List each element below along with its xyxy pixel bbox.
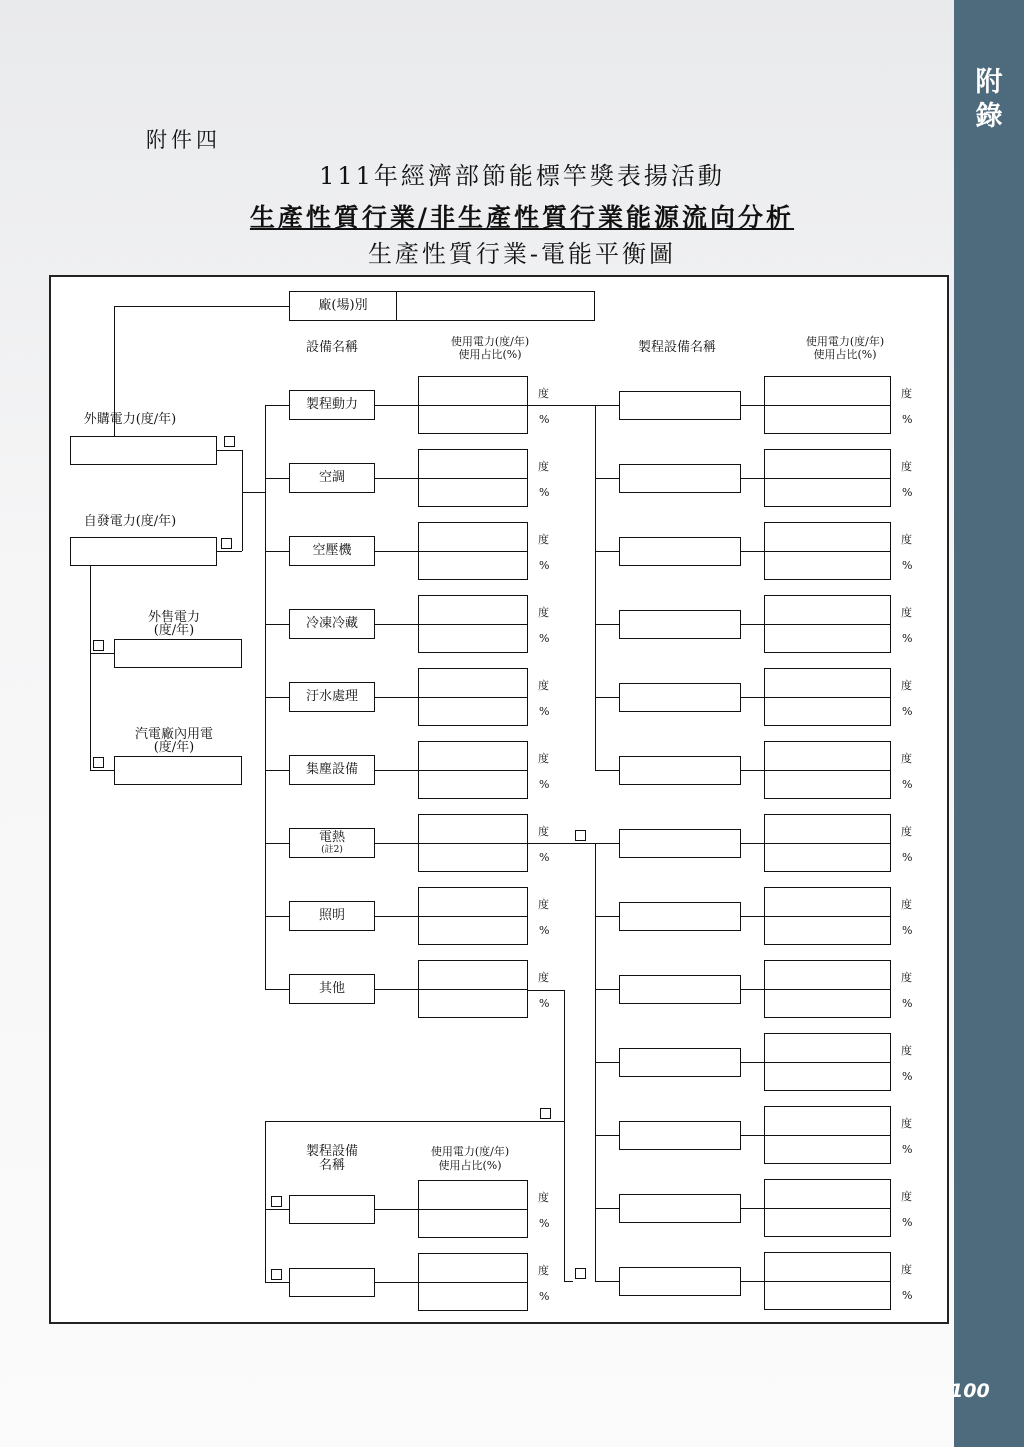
process-equipment-input[interactable]	[619, 1121, 741, 1150]
equipment-box	[289, 463, 375, 493]
connector-to-bus	[242, 492, 265, 493]
connector-equipment	[265, 551, 289, 552]
unit-kwh: 度	[901, 1044, 912, 1057]
unit-pct: %	[539, 486, 550, 499]
connector-equipment-value	[375, 551, 419, 552]
equipment-usage-input[interactable]	[418, 668, 528, 726]
other-branch-checkbox[interactable]	[540, 1108, 551, 1119]
connector-other-end	[564, 1281, 573, 1282]
process-usage-input[interactable]	[764, 1106, 891, 1164]
unit-kwh: 度	[901, 387, 912, 400]
connector-process-value	[741, 1062, 765, 1063]
connector-process-value	[741, 1281, 765, 1282]
equipment-box	[289, 390, 375, 420]
connector-process	[595, 1281, 619, 1282]
unit-pct: %	[902, 997, 913, 1010]
process-usage-input[interactable]	[764, 1179, 891, 1237]
process-equipment-input[interactable]	[619, 756, 741, 785]
connector-equipment-value	[375, 916, 419, 917]
connector-process	[595, 478, 619, 479]
connector-equipment	[265, 478, 289, 479]
connector-other-down	[564, 990, 565, 1282]
process-equipment-input[interactable]	[619, 464, 741, 493]
unit-pct: %	[539, 413, 550, 426]
equipment-usage-input[interactable]	[418, 595, 528, 653]
equipment-name: 電熱	[318, 830, 345, 845]
connector-equipment-value	[375, 989, 419, 990]
header-process-usage-line1: 使用電力(度/年)	[805, 335, 885, 348]
unit-pct: %	[902, 1070, 913, 1083]
connector-process-value	[741, 405, 765, 406]
unit-kwh: 度	[538, 606, 549, 619]
header-equipment-name: 設備名稱	[305, 340, 358, 355]
process-equipment-input[interactable]	[619, 902, 741, 931]
connector-equipment	[265, 624, 289, 625]
unit-kwh: 度	[538, 1264, 549, 1277]
bottom-checkbox[interactable]	[271, 1269, 282, 1280]
connector-equipment-value	[375, 697, 419, 698]
unit-pct: %	[902, 851, 913, 864]
connector-process-lower	[573, 843, 595, 844]
process-equipment-input[interactable]	[619, 829, 741, 858]
connector-bottom	[265, 1282, 289, 1283]
connector-process-value	[741, 1208, 765, 1209]
process-equipment-input[interactable]	[619, 537, 741, 566]
header-usage-line1: 使用電力(度/年)	[450, 335, 530, 348]
connector-heat	[528, 843, 573, 844]
page-number: 100	[950, 1380, 990, 1402]
purchased-power-label: 外購電力(度/年)	[83, 412, 177, 427]
header-process-usage-line2: 使用占比(%)	[813, 348, 877, 361]
connector-process	[595, 697, 619, 698]
unit-kwh: 度	[901, 1117, 912, 1130]
equipment-usage-input[interactable]	[418, 887, 528, 945]
unit-pct: %	[539, 559, 550, 572]
equipment-box	[289, 901, 375, 931]
sold-power-label-1: 外售電力	[147, 610, 200, 625]
title-event: 111年經濟部節能標竿獎表揚活動	[319, 162, 725, 190]
connector-bottom-branch	[265, 1121, 564, 1122]
connector-process-value	[741, 697, 765, 698]
connector-bottom-value	[375, 1282, 419, 1283]
connector-self	[217, 551, 242, 552]
connector-equipment	[265, 916, 289, 917]
process-equipment-input[interactable]	[619, 1048, 741, 1077]
connector-merge	[242, 450, 243, 551]
equipment-name: 空調	[318, 470, 345, 485]
connector-equipment	[265, 770, 289, 771]
unit-kwh: 度	[901, 533, 912, 546]
connector-equipment-value	[375, 770, 419, 771]
connector-equipment	[265, 843, 289, 844]
unit-pct: %	[902, 559, 913, 572]
connector-process-upper	[528, 405, 595, 406]
unit-pct: %	[539, 1217, 550, 1230]
connector-equipment	[265, 989, 289, 990]
connector-process	[595, 916, 619, 917]
connector-other	[528, 990, 564, 991]
unit-kwh: 度	[538, 1191, 549, 1204]
unit-pct: %	[902, 413, 913, 426]
connector-process	[595, 843, 619, 844]
connector-process	[595, 1062, 619, 1063]
equipment-name: 製程動力	[305, 397, 358, 412]
bottom-process-input[interactable]	[289, 1268, 375, 1297]
cogen-power-label-1: 汽電廠內用電	[134, 727, 213, 742]
connector-bottom	[265, 1209, 289, 1210]
process-equipment-input[interactable]	[619, 1267, 741, 1296]
bottom-checkbox[interactable]	[271, 1196, 282, 1207]
sidebar-label: 附錄	[975, 67, 1003, 132]
self-generated-power-checkbox[interactable]	[221, 538, 232, 549]
unit-kwh: 度	[538, 752, 549, 765]
process-usage-input[interactable]	[764, 960, 891, 1018]
equipment-name: 空壓機	[312, 543, 352, 558]
process-usage-input[interactable]	[764, 522, 891, 580]
unit-kwh: 度	[538, 971, 549, 984]
equipment-box	[289, 974, 375, 1004]
connector-process	[595, 405, 619, 406]
self-generated-power-input[interactable]	[70, 537, 217, 566]
unit-pct: %	[902, 1143, 913, 1156]
connector-process-value	[741, 478, 765, 479]
purchased-power-input[interactable]	[70, 436, 217, 465]
sold-power-input[interactable]	[114, 639, 242, 668]
unit-pct: %	[539, 705, 550, 718]
unit-pct: %	[902, 1216, 913, 1229]
unit-pct: %	[902, 632, 913, 645]
unit-pct: %	[539, 632, 550, 645]
header-process-equipment-name: 製程設備名稱	[637, 340, 716, 355]
title-diagram: 生產性質行業-電能平衡圖	[367, 240, 677, 268]
header-usage-line2: 使用占比(%)	[458, 348, 522, 361]
equipment-box	[289, 755, 375, 785]
equipment-name: 集塵設備	[305, 762, 358, 777]
connector-process	[595, 1135, 619, 1136]
unit-pct: %	[902, 924, 913, 937]
process-equipment-input[interactable]	[619, 975, 741, 1004]
process-usage-input[interactable]	[764, 887, 891, 945]
unit-pct: %	[902, 778, 913, 791]
connector-process-value	[741, 843, 765, 844]
unit-pct: %	[539, 851, 550, 864]
unit-pct: %	[539, 1290, 550, 1303]
connector-process-value	[741, 916, 765, 917]
factory-label: 廠(場)別	[318, 298, 368, 313]
equipment-box	[289, 609, 375, 639]
process-bus-upper	[595, 405, 596, 771]
process-usage-input[interactable]	[764, 814, 891, 872]
title-analysis: 生產性質行業/非生產性質行業能源流向分析	[249, 203, 795, 232]
bottom-bus	[265, 1121, 266, 1282]
unit-kwh: 度	[901, 752, 912, 765]
unit-pct: %	[539, 778, 550, 791]
process-usage-input[interactable]	[764, 1033, 891, 1091]
purchased-power-checkbox[interactable]	[224, 436, 235, 447]
unit-kwh: 度	[538, 898, 549, 911]
heat-checkbox[interactable]	[575, 830, 586, 841]
unit-kwh: 度	[901, 679, 912, 692]
connector-process-value	[741, 989, 765, 990]
connector-process-value	[741, 770, 765, 771]
equipment-usage-input[interactable]	[418, 814, 528, 872]
connector-equipment-value	[375, 624, 419, 625]
unit-kwh: 度	[901, 825, 912, 838]
process-usage-input[interactable]	[764, 668, 891, 726]
unit-pct: %	[902, 705, 913, 718]
process-usage-input[interactable]	[764, 595, 891, 653]
bottom-usage-input[interactable]	[418, 1180, 528, 1238]
process-usage-input[interactable]	[764, 741, 891, 799]
equipment-name: 汙水處理	[305, 689, 358, 704]
process-usage-input[interactable]	[764, 449, 891, 507]
connector-process	[595, 989, 619, 990]
unit-kwh: 度	[901, 460, 912, 473]
equipment-usage-input[interactable]	[418, 960, 528, 1018]
process-usage-input[interactable]	[764, 376, 891, 434]
unit-kwh: 度	[538, 679, 549, 692]
equipment-usage-input[interactable]	[418, 376, 528, 434]
factory-name-input[interactable]	[396, 291, 595, 321]
unit-kwh: 度	[538, 387, 549, 400]
unit-kwh: 度	[901, 1263, 912, 1276]
unit-kwh: 度	[901, 898, 912, 911]
bottom-header-process-1: 製程設備	[305, 1144, 358, 1159]
equipment-box	[289, 536, 375, 566]
unit-pct: %	[902, 486, 913, 499]
equipment-name: 其他	[318, 981, 345, 996]
equipment-usage-input[interactable]	[418, 741, 528, 799]
connector-factory	[114, 306, 290, 307]
unit-kwh: 度	[901, 971, 912, 984]
process-equipment-input[interactable]	[619, 683, 741, 712]
connector-process	[595, 770, 619, 771]
equipment-usage-input[interactable]	[418, 449, 528, 507]
unit-kwh: 度	[901, 606, 912, 619]
equipment-note: (註2)	[321, 845, 343, 855]
connector-sold	[90, 653, 114, 654]
cogen-power-checkbox[interactable]	[93, 757, 104, 768]
process-equipment-input[interactable]	[619, 610, 741, 639]
connector-self-down	[90, 566, 91, 770]
unit-kwh: 度	[538, 533, 549, 546]
connector-purchased	[217, 450, 242, 451]
process-usage-input[interactable]	[764, 1252, 891, 1310]
equipment-usage-input[interactable]	[418, 522, 528, 580]
equipment-box	[289, 682, 375, 712]
connector-equipment-value	[375, 405, 419, 406]
connector-equipment	[265, 405, 289, 406]
connector-cogen	[90, 770, 114, 771]
unit-pct: %	[539, 997, 550, 1010]
connector-equipment-value	[375, 843, 419, 844]
equipment-box	[289, 828, 375, 858]
equipment-name: 照明	[318, 908, 345, 923]
connector-process-value	[741, 1135, 765, 1136]
self-generated-power-label: 自發電力(度/年)	[83, 514, 177, 529]
connector-process-value	[741, 624, 765, 625]
bottom-header-usage-2: 使用占比(%)	[438, 1159, 502, 1172]
other-checkbox[interactable]	[575, 1268, 586, 1279]
sold-power-label-2: (度/年)	[153, 623, 195, 638]
connector-equipment	[265, 697, 289, 698]
connector-process	[595, 551, 619, 552]
process-equipment-input[interactable]	[619, 391, 741, 420]
cogen-power-input[interactable]	[114, 756, 242, 785]
unit-kwh: 度	[538, 825, 549, 838]
bottom-header-usage-1: 使用電力(度/年)	[430, 1145, 510, 1158]
equipment-name: 冷凍冷藏	[305, 616, 358, 631]
annex-label: 附件四	[146, 128, 221, 152]
bottom-usage-input[interactable]	[418, 1253, 528, 1311]
process-equipment-input[interactable]	[619, 1194, 741, 1223]
sold-power-checkbox[interactable]	[93, 640, 104, 651]
connector-process	[595, 624, 619, 625]
cogen-power-label-2: (度/年)	[153, 740, 195, 755]
connector-equipment-value	[375, 478, 419, 479]
connector-process	[595, 1208, 619, 1209]
connector-process-value	[741, 551, 765, 552]
unit-kwh: 度	[538, 460, 549, 473]
bottom-process-input[interactable]	[289, 1195, 375, 1224]
unit-pct: %	[539, 924, 550, 937]
unit-pct: %	[902, 1289, 913, 1302]
unit-kwh: 度	[901, 1190, 912, 1203]
bottom-header-process-2: 名稱	[318, 1158, 345, 1173]
connector-bottom-value	[375, 1209, 419, 1210]
